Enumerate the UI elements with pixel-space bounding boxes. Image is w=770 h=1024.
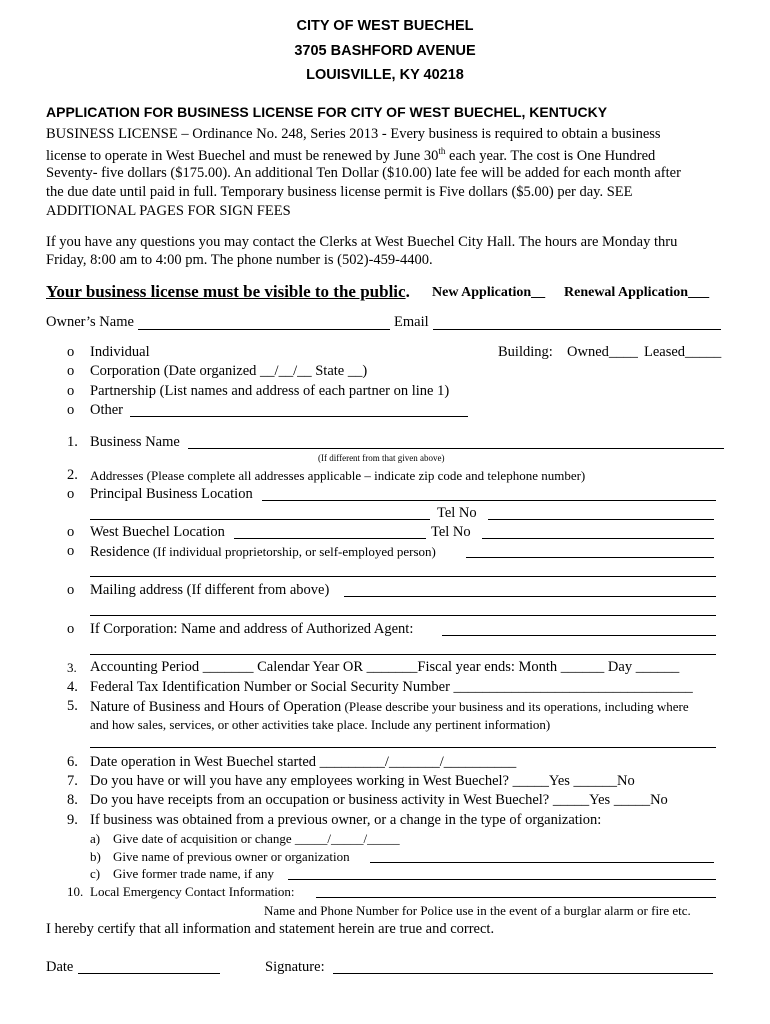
tel-no-label: Tel No [437, 505, 477, 521]
visible-notice-row [46, 282, 410, 302]
federal-tax-row[interactable]: Federal Tax Identification Number or Social Security Number _________________________________ [90, 679, 693, 695]
nature-of-business-field[interactable] [90, 747, 716, 748]
principal-location-label: Principal Business Location [90, 486, 253, 502]
previous-owner-name-label: Give name of previous owner or organization [113, 849, 350, 864]
email-label: Email [394, 314, 429, 330]
option-partnership[interactable]: Partnership (List names and address of each partner on line 1) [90, 383, 450, 399]
wb-location-label: West Buechel Location [90, 524, 225, 540]
item-number: 6. [67, 754, 78, 770]
email-field[interactable] [433, 329, 721, 330]
bullet: o [67, 582, 75, 598]
authorized-agent-field[interactable] [442, 635, 716, 636]
visible-notice: Your business license must be visible to the public [46, 282, 406, 301]
intro-line-2a: license to operate in West Buechel and must be renewed by June 30 [46, 147, 439, 164]
item-number: 5. [67, 698, 78, 714]
residence-label [90, 543, 436, 561]
building-owned-option[interactable]: Owned____ [567, 344, 638, 360]
intro-line-4: the due date until paid in full. Temporary business license permit is Five dollars ($5.00) per day. SEE [46, 184, 633, 200]
bullet: o [67, 363, 75, 379]
business-name-field[interactable] [188, 448, 724, 449]
mailing-address-field[interactable] [344, 596, 716, 597]
principal-location-field[interactable] [262, 500, 716, 501]
accounting-period-row[interactable]: Accounting Period _______ Calendar Year OR _______Fiscal year ends: Month ______ Day ______ [90, 659, 680, 675]
bullet: o [67, 524, 75, 540]
mailing-address-field-2[interactable] [90, 615, 716, 616]
renewal-application-option[interactable]: Renewal Application___ [564, 285, 710, 300]
principal-tel-field[interactable] [488, 519, 714, 520]
bullet: o [67, 344, 75, 360]
item-number: 3. [67, 660, 77, 675]
owner-name-label: Owner’s Name [46, 314, 134, 330]
contact-line-2: Friday, 8:00 am to 4:00 pm. The phone number is (502)-459-4400. [46, 252, 433, 268]
other-field[interactable] [130, 416, 468, 417]
item-number: 2. [67, 467, 78, 483]
page-title: APPLICATION FOR BUSINESS LICENSE FOR CITY OF WEST BUECHEL, KENTUCKY [46, 104, 608, 120]
item-number: 1. [67, 434, 78, 450]
intro-line-3: Seventy- five dollars ($175.00). An additional Ten Dollar ($10.00) late fee will be added for each month after [46, 165, 681, 181]
sub-label-a: a) [90, 831, 101, 846]
certify-statement: I hereby certify that all information and statement herein are true and correct. [46, 921, 495, 937]
bullet: o [67, 402, 75, 418]
principal-location-field-2[interactable] [90, 519, 430, 520]
employees-row[interactable]: Do you have or will you have any employees working in West Buechel? _____Yes ______No [90, 773, 635, 789]
previous-owner-label: If business was obtained from a previous owner, or a change in the type of organization: [90, 812, 602, 828]
signature-label: Signature: [265, 959, 325, 975]
residence-field[interactable] [466, 557, 714, 558]
residence-label-b: (If individual proprietorship, or self-employed person) [149, 544, 436, 559]
option-individual[interactable]: Individual [90, 344, 150, 360]
city-street: 3705 BASHFORD AVENUE [294, 43, 476, 59]
nature-label-c: and how sales, services, or other activities take place. Include any pertinent information) [90, 717, 551, 732]
intro-sup: th [438, 146, 446, 156]
intro-line-2b: each year. The cost is One Hundred [445, 147, 656, 164]
date-label: Date [46, 959, 74, 975]
wb-tel-field[interactable] [482, 538, 714, 539]
intro-line-1: BUSINESS LICENSE – Ordinance No. 248, Series 2013 - Every business is required to obtain a business [46, 126, 661, 142]
item-number: 7. [67, 773, 78, 789]
bullet: o [67, 543, 75, 559]
nature-label-a: Nature of Business and Hours of Operation [90, 699, 342, 715]
acquisition-date-row[interactable]: Give date of acquisition or change _____/_____/_____ [113, 831, 400, 846]
option-corporation[interactable]: Corporation (Date organized __/__/__ State __) [90, 363, 368, 379]
authorized-agent-field-2[interactable] [90, 654, 716, 655]
tel-no-label: Tel No [431, 524, 471, 540]
building-label: Building: [498, 344, 553, 360]
new-application-option[interactable]: New Application__ [432, 285, 546, 300]
emergency-contact-field[interactable] [316, 897, 716, 898]
emergency-contact-label: Local Emergency Contact Information: [90, 884, 295, 899]
bullet: o [67, 621, 75, 637]
receipts-row[interactable]: Do you have receipts from an occupation or business activity in West Buechel? _____Yes _____No [90, 792, 668, 808]
intro-line-2 [46, 146, 655, 165]
bullet: o [67, 383, 75, 399]
wb-location-field[interactable] [234, 538, 426, 539]
business-name-label: Business Name [90, 434, 180, 450]
former-trade-name-label: Give former trade name, if any [113, 866, 274, 881]
previous-owner-name-field[interactable] [370, 862, 714, 863]
mailing-address-label: Mailing address (If different from above) [90, 582, 330, 598]
date-field[interactable] [78, 973, 220, 974]
item-number: 9. [67, 812, 78, 828]
sub-label-b: b) [90, 849, 101, 864]
if-different-note: (If different from that given above) [318, 453, 445, 463]
intro-line-5: ADDITIONAL PAGES FOR SIGN FEES [46, 203, 291, 219]
contact-line-1: If you have any questions you may contact the Clerks at West Buechel City Hall. The hours are Monday thru [46, 234, 678, 250]
addresses-label: Addresses (Please complete all addresses applicable – indicate zip code and telephone number) [90, 468, 586, 483]
visible-period: . [405, 282, 410, 301]
item-number: 4. [67, 679, 78, 695]
date-started-row[interactable]: Date operation in West Buechel started _________/_______/__________ [90, 754, 517, 770]
owner-name-field[interactable] [138, 329, 390, 330]
item-number: 10. [67, 884, 84, 899]
nature-of-business-label [90, 698, 689, 716]
signature-field[interactable] [333, 973, 713, 974]
city-locality: LOUISVILLE, KY 40218 [306, 67, 464, 83]
city-name: CITY OF WEST BUECHEL [296, 18, 474, 34]
item-number: 8. [67, 792, 78, 808]
nature-label-b: (Please describe your business and its operations, including where [341, 699, 689, 714]
emergency-note: Name and Phone Number for Police use in the event of a burglar alarm or fire etc. [264, 903, 691, 918]
bullet: o [67, 486, 75, 502]
sub-label-c: c) [90, 866, 101, 881]
residence-label-a: Residence [90, 544, 150, 560]
residence-field-2[interactable] [90, 576, 716, 577]
option-other[interactable]: Other [90, 402, 124, 418]
building-leased-option[interactable]: Leased_____ [644, 344, 722, 360]
former-trade-name-field[interactable] [288, 879, 716, 880]
authorized-agent-label: If Corporation: Name and address of Authorized Agent: [90, 621, 414, 637]
